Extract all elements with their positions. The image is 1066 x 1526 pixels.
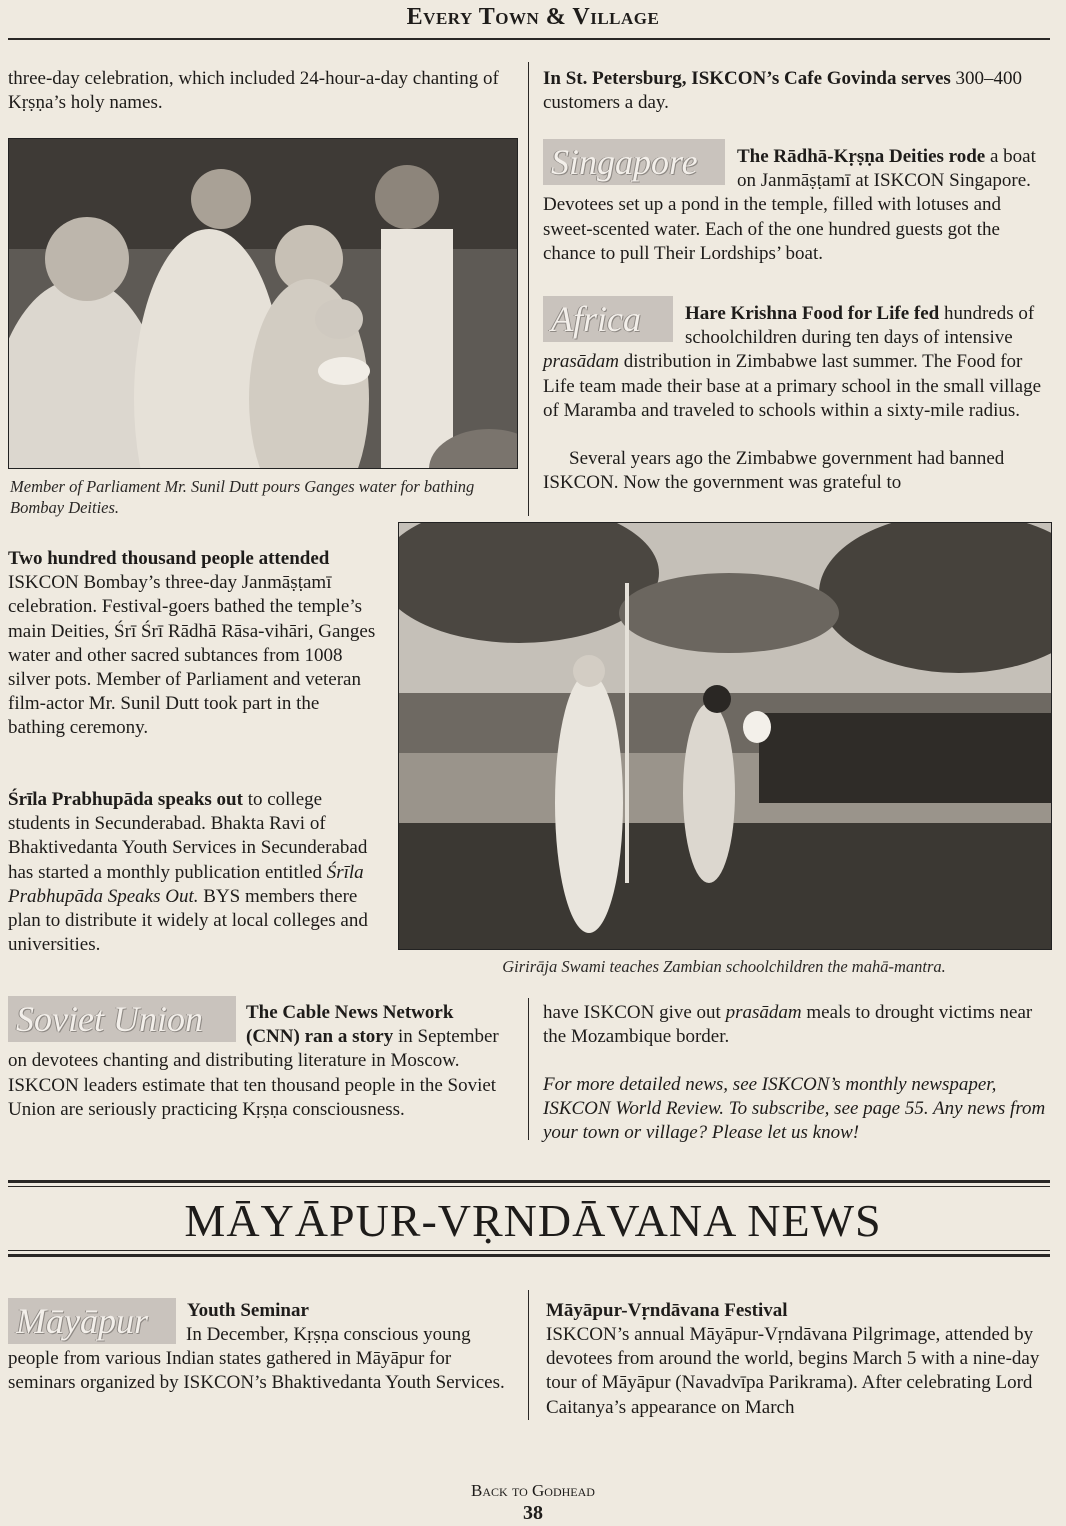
place-tag-soviet-union: Soviet Union <box>8 996 236 1042</box>
publication-title: Śrīla Prabhupāda Speaks Out. <box>8 861 364 907</box>
singapore-story <box>543 145 1050 266</box>
africa-text-a: hundreds of schoolchildren during ten days of intensive <box>685 303 1035 349</box>
africa-text-b: distribution in Zimbabwe last summer. The Food for Life team made their base at a primary school in the small village of Maramba and traveled to schools within a sixty-mile radius. <box>543 351 1042 421</box>
section-rule-bottom-thick <box>8 1254 1050 1257</box>
st-petersburg-text: 300–400 customers a day. <box>543 68 1023 114</box>
soviet-story <box>8 1001 508 1122</box>
soviet-text: in September on devotees chanting and distributing literature in Moscow. ISKCON leaders estimate that ten thousand people in the Soviet Union are seriously practicing Kṛṣṇa consciousness. <box>8 1026 499 1120</box>
singapore-text: a boat on Janmāṣṭamī at ISKCON Singapore. Devotees set up a pond in the temple, filled with lotuses and sweet-scented water. Each of the one hundred guests got the chance to pull Their Lordships’ boat. <box>543 146 1036 264</box>
running-title: Every Town & Village <box>406 4 660 30</box>
page-number: 38 <box>523 1502 543 1524</box>
bombay-lead: Two hundred thousand people attended <box>8 548 330 569</box>
africa-continued <box>543 1001 1050 1049</box>
secunderabad-text-b: BYS members there plan to distribute it widely at local colleges and universities. <box>8 885 368 956</box>
more-news-note: For more detailed news, see ISKCON’s monthly newspaper, ISKCON World Review. To subscribe, see page 55. Any news from your town or village? Please let us know! <box>543 1074 1046 1144</box>
africa-lead: Hare Krishna Food for Life fed <box>685 303 940 324</box>
place-tag-africa: Africa <box>543 296 673 342</box>
column-divider-mayapur <box>528 1290 529 1420</box>
section-rule-bottom <box>8 1250 1050 1251</box>
section-rule-top <box>8 1180 1050 1183</box>
africa-para2: Several years ago the Zimbabwe government had banned ISKCON. Now the government was grateful to <box>543 448 1005 494</box>
soviet-lead: The Cable News Network (CNN) ran a story <box>246 1002 454 1048</box>
st-petersburg-story <box>543 67 1050 115</box>
st-petersburg-lead: In St. Petersburg, ISKCON’s Cafe Govinda serves <box>543 68 951 89</box>
bombay-text: ISKCON Bombay’s three-day Janmāṣṭamī celebration. Festival-goers bathed the temple’s main Deities, Śrī Śrī Rādhā Rāsa-vihāri, Ganges water and other sacred subtances from 1008 silver pots. Member of Parliament and veteran film-actor Mr. Sunil Dutt took part in the bathing ceremony. <box>8 572 376 739</box>
festival-story: ISKCON’s annual Māyāpur-Vṛndāvana Pilgrimage, attended by devotees from around the world, begins March 5 with a nine-day tour of Māyāpur (Navadvīpa Parikrama). After celebrating Lord Caitanya’s appearance on March <box>546 1324 1040 1418</box>
photo2-caption: Girirāja Swami teaches Zambian schoolchildren the mahā-mantra. <box>502 957 946 976</box>
photo-zambia-schoolchildren <box>398 522 1052 950</box>
youth-seminar-story <box>8 1323 518 1396</box>
bombay-story <box>8 547 376 741</box>
footer-magazine-name: Back to Godhead <box>471 1481 595 1500</box>
place-tag-singapore: Singapore <box>543 139 725 185</box>
photo-bombay-bathing <box>8 138 518 469</box>
africa-story <box>543 302 1050 423</box>
africa-continued-a: have ISKCON give out <box>543 1002 726 1023</box>
column-divider-top <box>528 62 529 516</box>
festival-heading: Māyāpur-Vṛndāvana Festival <box>546 1300 788 1321</box>
africa-continued-b: meals to drought victims near the Mozambique border. <box>543 1002 1033 1048</box>
continued-text: three-day celebration, which included 24-hour-a-day chanting of Kṛṣṇa’s holy names. <box>8 68 499 114</box>
section-rule-top-thin <box>8 1186 1050 1187</box>
africa-continued-italic: prasādam <box>725 1002 802 1023</box>
africa-italic: prasādam <box>543 351 620 373</box>
photo1-caption: Member of Parliament Mr. Sunil Dutt pours Ganges water for bathing Bombay Deities. <box>10 477 475 517</box>
place-tag-mayapur: Māyāpur <box>8 1298 176 1344</box>
youth-seminar-text: In December, Kṛṣṇa conscious young people from various Indian states gathered in Māyāpur for seminars organized by ISKCON’s Bhaktivedanta Youth Services. <box>8 1324 505 1394</box>
secunderabad-story <box>8 788 376 957</box>
secunderabad-text-a: to college students in Secunderabad. Bhakta Ravi of Bhaktivedanta Youth Services in Secunderabad has started a monthly publication entitled <box>8 789 368 883</box>
column-divider-bottom <box>528 998 529 1140</box>
secunderabad-lead: Śrīla Prabhupāda speaks out <box>8 789 243 810</box>
singapore-lead: The Rādhā-Kṛṣṇa Deities rode <box>737 146 986 167</box>
header-rule <box>8 38 1050 40</box>
youth-seminar-heading: Youth Seminar <box>187 1300 309 1321</box>
section-title: MĀYĀPUR-VṚNDĀVANA NEWS <box>184 1195 882 1246</box>
